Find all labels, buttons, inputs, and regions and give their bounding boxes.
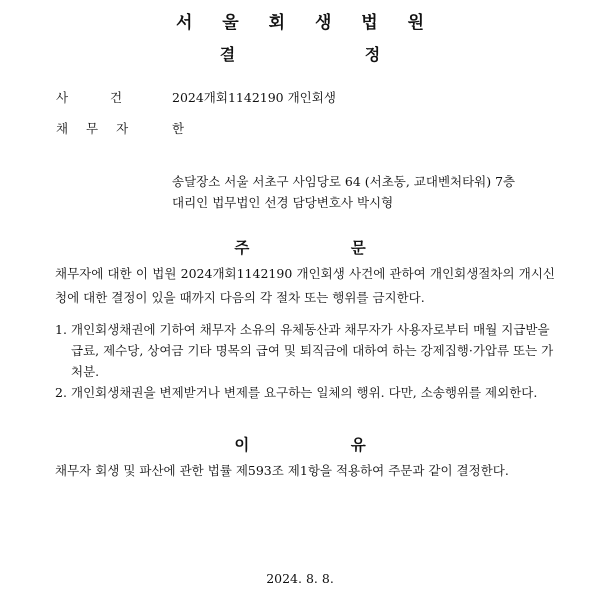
court-name: 서 울 회 생 법 원	[175, 13, 437, 33]
case-label: 사 건	[56, 90, 123, 105]
case-number: 2024개회1142190 개인회생	[172, 90, 336, 105]
order-intro: 채무자에 대한 이 법원 2024개회1142190 개인회생 사건에 관하여 개인회생절차의 개시신청에 대한 결정이 있을 때까지 다음의 각 절차 또는 행위를 금지한다.	[55, 266, 555, 305]
decision-date: 2024. 8. 8.	[266, 571, 334, 586]
order-item	[55, 382, 555, 403]
document-type-title: 결 정	[219, 45, 443, 64]
order-heading: 주 문	[234, 238, 414, 257]
reason-text: 채무자 회생 및 파산에 관한 법률 제593조 제1항을 적용하여 주문과 같이 결정한다.	[55, 463, 509, 478]
order-item	[55, 319, 555, 382]
order-item-number: 1.	[55, 322, 67, 337]
reason-heading: 이 유	[234, 435, 414, 454]
legal-agent: 대리인 법무법인 선경 담당변호사 박시형	[172, 195, 394, 210]
service-address: 송달장소 서울 서초구 사임당로 64 (서초동, 교대벤처타워) 7층	[172, 174, 516, 189]
order-item-number: 2.	[55, 385, 67, 400]
order-item-text: 개인회생채권에 기하여 채무자 소유의 유체동산과 채무자가 사용자로부터 매월 지급받을 급료, 제수당, 상여금 기타 명목의 급여 및 퇴직금에 대하여 하는 강제집행·가압류 또는 가처분.	[71, 322, 554, 379]
order-item-text: 개인회생채권을 변제받거나 변제를 요구하는 일체의 행위. 다만, 소송행위를 제외한다.	[71, 385, 538, 400]
debtor-name: 한	[172, 121, 185, 136]
debtor-label: 채 무 자	[56, 121, 129, 136]
